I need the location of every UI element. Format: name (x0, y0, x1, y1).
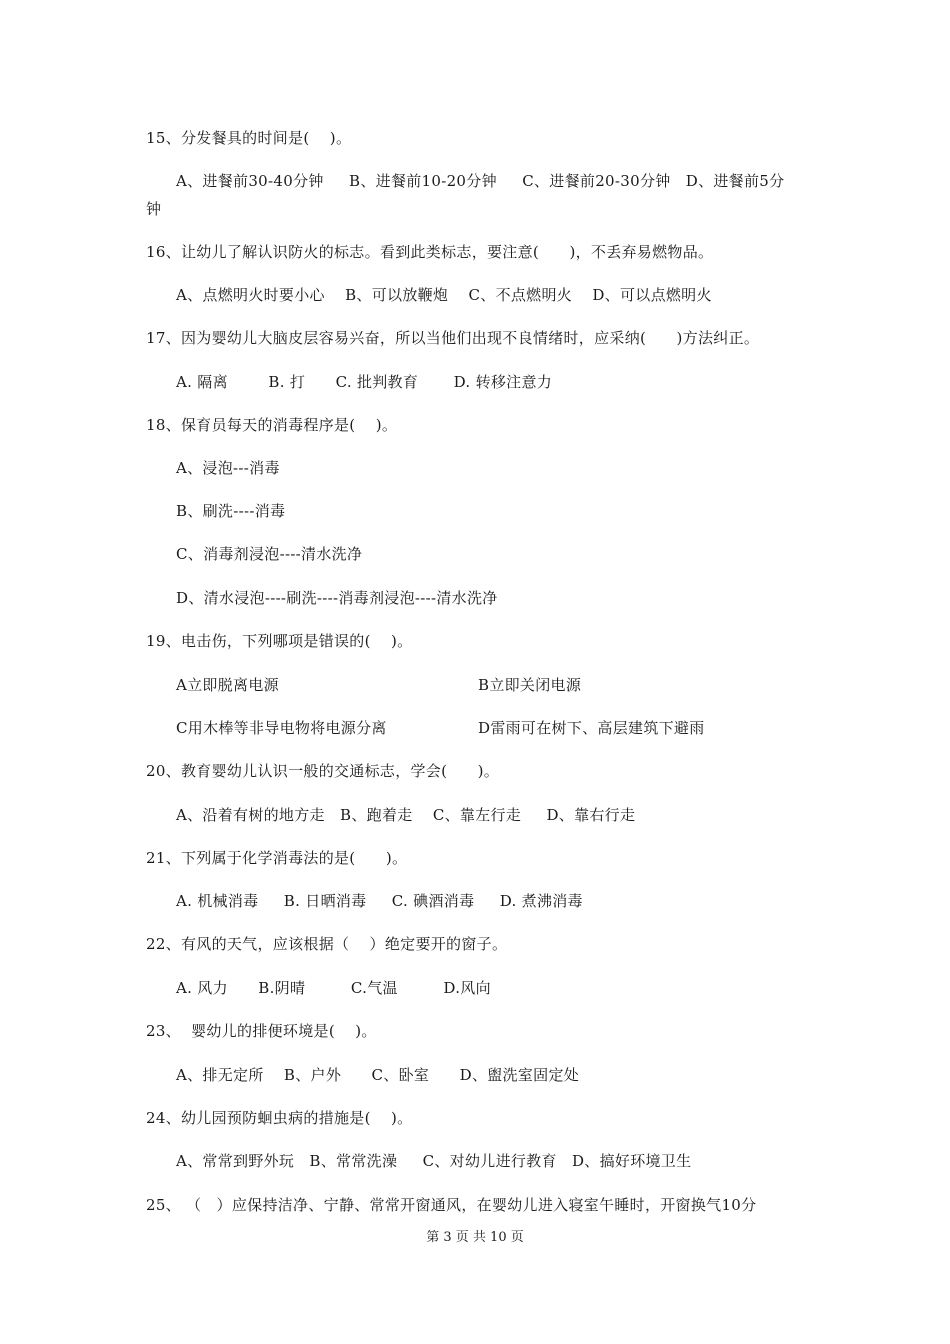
question-18-option-b: B、刷洗----消毒 (176, 502, 286, 520)
question-22-stem: 22、有风的天气，应该根据（ ）绝定要开的窗子。 (146, 935, 508, 953)
question-25-stem: 25、 （ ）应保持洁净、宁静、常常开窗通风，在婴幼儿进入寝室午睡时，开窗换气10分 (146, 1196, 757, 1214)
question-23-options: A、排无定所 B、户外 C、卧室 D、盥洗室固定处 (176, 1066, 580, 1084)
question-19-stem: 19、电击伤，下列哪项是错误的( )。 (146, 632, 413, 650)
question-20-options: A、沿着有树的地方走 B、跑着走 C、靠左行走 D、靠右行走 (176, 806, 636, 824)
question-22-options: A. 风力 B.阴晴 C.气温 D.风向 (176, 979, 491, 997)
question-15-options-wrap: 钟 (146, 200, 162, 218)
question-17-stem: 17、因为婴幼儿大脑皮层容易兴奋，所以当他们出现不良情绪时，应采纳( )方法纠正。 (146, 329, 760, 347)
page-footer: 第 3 页 共 10 页 (426, 1230, 524, 1245)
question-19-option-c: C用木棒等非导电物将电源分离 (176, 719, 387, 737)
question-24-options: A、常常到野外玩 B、常常洗澡 C、对幼儿进行教育 D、搞好环境卫生 (176, 1152, 692, 1170)
question-19-option-a: A立即脱离电源 (176, 676, 279, 694)
question-24-stem: 24、幼儿园预防蛔虫病的措施是( )。 (146, 1109, 413, 1127)
question-18-option-a: A、浸泡---消毒 (176, 459, 280, 477)
question-20-stem: 20、教育婴幼儿认识一般的交通标志，学会( )。 (146, 762, 500, 780)
question-16-stem: 16、让幼儿了解认识防火的标志。看到此类标志，要注意( )，不丢弃易燃物品。 (146, 243, 714, 261)
question-18-option-c: C、消毒剂浸泡----清水洗净 (176, 545, 363, 563)
question-15-stem: 15、分发餐具的时间是( )。 (146, 129, 352, 147)
question-21-options: A. 机械消毒 B. 日晒消毒 C. 碘酒消毒 D. 煮沸消毒 (176, 892, 583, 910)
question-21-stem: 21、下列属于化学消毒法的是( )。 (146, 849, 408, 867)
question-19-option-b: B立即关闭电源 (478, 676, 582, 694)
question-17-options: A. 隔离 B. 打 C. 批判教育 D. 转移注意力 (176, 373, 553, 391)
question-15-options: A、进餐前30-40分钟 B、进餐前10-20分钟 C、进餐前20-30分钟 D、进餐前5分 (176, 172, 785, 190)
question-19-option-d: D雷雨可在树下、高层建筑下避雨 (478, 719, 705, 737)
question-18-stem: 18、保育员每天的消毒程序是( )。 (146, 416, 398, 434)
question-18-option-d: D、清水浸泡----刷洗----消毒剂浸泡----清水洗净 (176, 589, 498, 607)
question-23-stem: 23、 婴幼儿的排便环境是( )。 (146, 1022, 377, 1040)
question-16-options: A、点燃明火时要小心 B、可以放鞭炮 C、不点燃明火 D、可以点燃明火 (176, 286, 712, 304)
